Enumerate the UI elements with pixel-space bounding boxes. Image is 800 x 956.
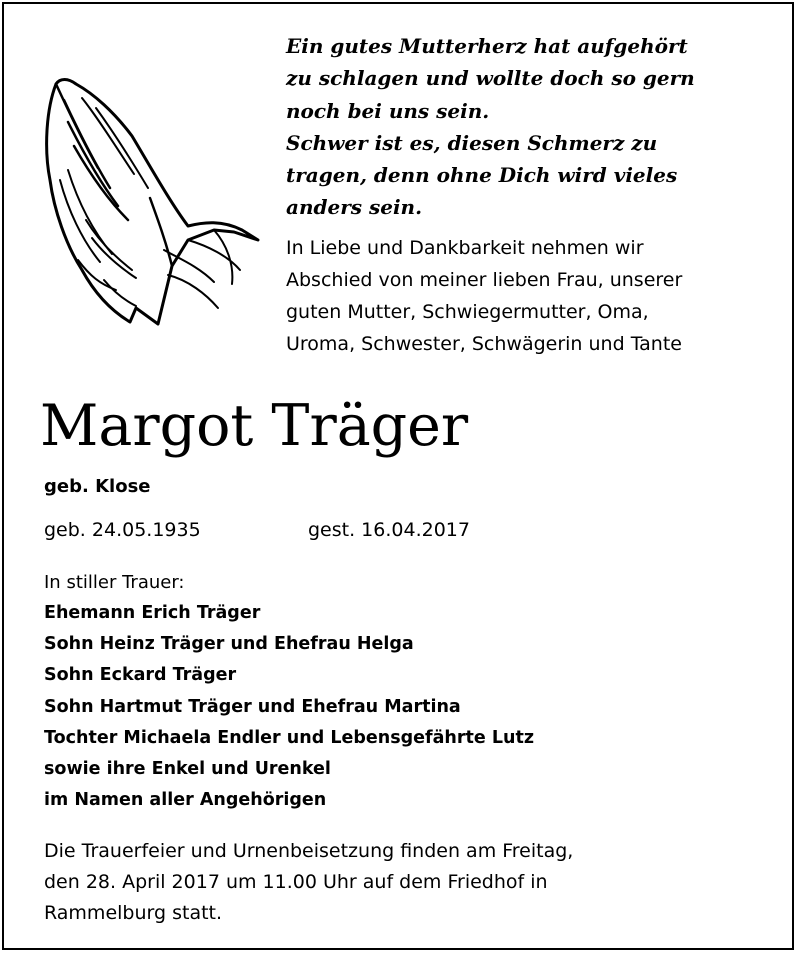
death-date: gest. 16.04.2017: [308, 519, 470, 541]
mourner: Sohn Eckard Träger: [44, 665, 237, 686]
verse-line: anders sein.: [286, 195, 423, 220]
mourning-intro: In stiller Trauer:: [44, 572, 185, 593]
birth-date: geb. 24.05.1935: [44, 519, 201, 541]
funeral-line: Die Trauerfeier und Urnenbeisetzung finden am Freitag,: [44, 840, 574, 862]
intro-line: Uroma, Schwester, Schwägerin und Tante: [286, 333, 682, 355]
verse-line: noch bei uns sein.: [286, 98, 490, 123]
mourner: Sohn Heinz Träger und Ehefrau Helga: [44, 634, 414, 655]
intro-line: Abschied von meiner lieben Frau, unserer: [286, 269, 683, 291]
intro-line: In Liebe und Dankbarkeit nehmen wir: [286, 237, 644, 259]
funeral-notice: [44, 836, 573, 929]
mourner: Tochter Michaela Endler und Lebensgefährte Lutz: [44, 727, 534, 748]
verse-line: zu schlagen und wollte doch so gern: [286, 66, 695, 91]
funeral-line: Rammelburg statt.: [44, 902, 223, 924]
funeral-line: den 28. April 2017 um 11.00 Uhr auf dem Friedhof in: [44, 871, 548, 893]
mourner: Ehemann Erich Träger: [44, 603, 261, 623]
memorial-verse: [286, 30, 786, 224]
mourner: Sohn Hartmut Träger und Ehefrau Martina: [44, 696, 461, 717]
mourners-list: [44, 598, 534, 816]
verse-line: Ein gutes Mutterherz hat aufgehört: [286, 34, 688, 58]
intro-line: guten Mutter, Schwiegermutter, Oma,: [286, 301, 649, 323]
verse-line: Schwer ist es, diesen Schmerz zu: [286, 130, 658, 155]
praying-hands-icon: [38, 70, 264, 330]
farewell-intro: [286, 232, 786, 360]
maiden-name: geb. Klose: [44, 476, 151, 497]
deceased-name: Margot Träger: [40, 393, 469, 459]
mourner: sowie ihre Enkel und Urenkel: [44, 759, 331, 780]
verse-line: tragen, denn ohne Dich wird vieles: [286, 163, 678, 188]
mourner: im Namen aller Angehörigen: [44, 790, 327, 811]
